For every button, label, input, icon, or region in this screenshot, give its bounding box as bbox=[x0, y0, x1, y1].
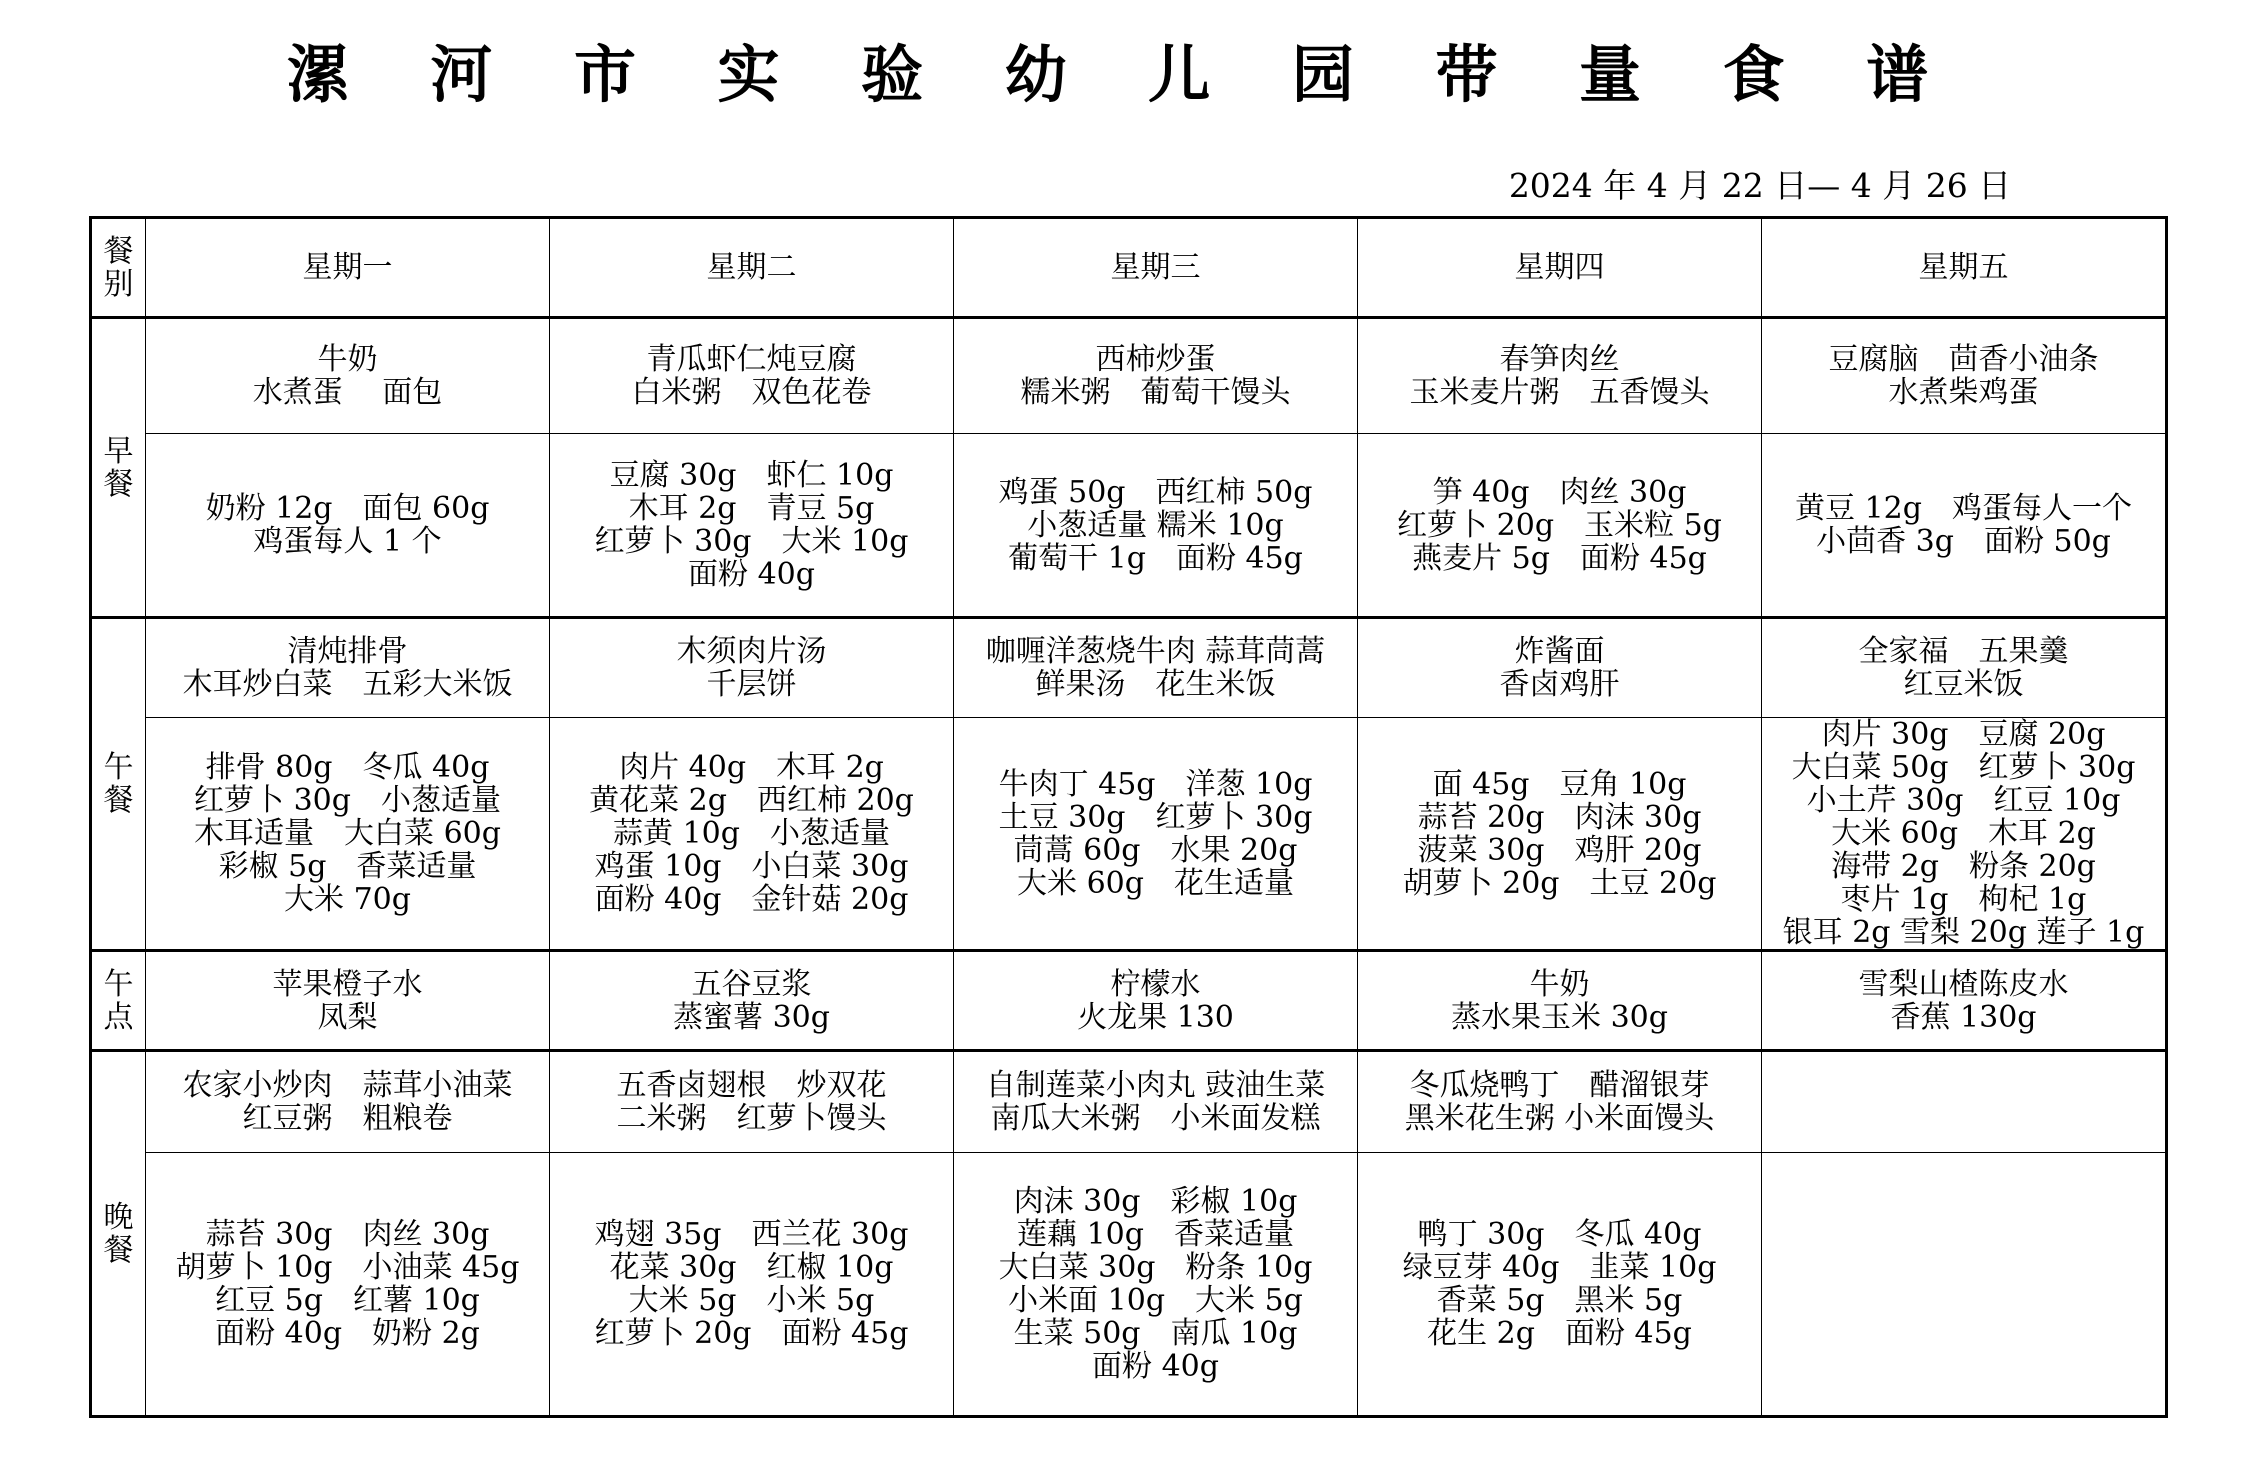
ingredient-line: 笋 40g 肉丝 30g bbox=[1432, 474, 1687, 510]
lunch-dishes-tuesday bbox=[550, 618, 954, 718]
ingredient-line: 面 45g 豆角 10g bbox=[1432, 766, 1687, 802]
dish-line: 千层饼 bbox=[706, 667, 797, 702]
ingredient-line: 排骨 80g 冬瓜 40g bbox=[205, 750, 490, 785]
ingredient-line: 黄豆 12g 鸡蛋每人一个 bbox=[1795, 491, 2132, 526]
dish-line: 五香卤翅根 炒双花 bbox=[616, 1068, 887, 1103]
ingredient-line: 鸡蛋 10g 小白菜 30g bbox=[594, 849, 909, 884]
ingredient-line: 黄花菜 2g 西红柿 20g bbox=[589, 783, 914, 818]
dish-line: 清炖排骨 bbox=[287, 634, 408, 669]
dish-line: 白米粥 双色花卷 bbox=[631, 375, 872, 410]
ingredient-line: 鸭丁 30g 冬瓜 40g bbox=[1417, 1217, 1702, 1252]
ingredient-line: 奶粉 12g 面包 60g bbox=[205, 491, 490, 526]
ingredient-line: 菠菜 30g 鸡肝 20g bbox=[1417, 832, 1702, 868]
ingredient-line: 花生 2g 面粉 45g bbox=[1427, 1316, 1692, 1351]
dish-line: 糯米粥 葡萄干馒头 bbox=[1020, 375, 1291, 410]
lunch-ingredients-wednesday bbox=[954, 718, 1358, 951]
ingredient-line: 银耳 2g 雪梨 20g 莲子 1g bbox=[1782, 915, 2145, 950]
header-row bbox=[91, 218, 2167, 318]
dish-line: 玉米麦片粥 五香馒头 bbox=[1409, 375, 1710, 410]
snack-snacks-wednesday bbox=[954, 951, 1358, 1051]
ingredient-line: 大米 60g 花生适量 bbox=[1017, 865, 1294, 901]
ingredient-line: 红萝卜 20g 面粉 45g bbox=[594, 1316, 909, 1351]
breakfast-dishes-friday bbox=[1762, 318, 2167, 434]
dish-line: 豆腐脑 茴香小油条 bbox=[1828, 342, 2099, 377]
ingredient-line: 面粉 40g 奶粉 2g bbox=[215, 1316, 480, 1351]
ingredient-line: 蒜苔 20g 肉沫 30g bbox=[1417, 799, 1702, 835]
dish-line: 凤梨 bbox=[317, 999, 378, 1035]
ingredient-line: 香菜 5g 黑米 5g bbox=[1436, 1283, 1683, 1318]
dinner-ingredients-tuesday bbox=[550, 1153, 954, 1417]
dish-line: 香蕉 130g bbox=[1890, 999, 2037, 1035]
dish-line: 咖喱洋葱烧牛肉 蒜茸茼蒿 bbox=[985, 634, 1326, 669]
breakfast-ingredients-monday bbox=[146, 434, 550, 618]
ingredient-line: 面粉 40g 金针菇 20g bbox=[594, 882, 909, 917]
dish-line: 柠檬水 bbox=[1110, 966, 1201, 1002]
lunch-label: 午 餐 bbox=[91, 618, 146, 951]
breakfast-ingredients-thursday bbox=[1358, 434, 1762, 618]
dish-line: 香卤鸡肝 bbox=[1499, 667, 1620, 702]
breakfast-ingredients-row bbox=[91, 434, 2167, 618]
breakfast-ingredients-tuesday bbox=[550, 434, 954, 618]
ingredient-line: 蒜苔 30g 肉丝 30g bbox=[205, 1217, 490, 1252]
ingredient-line: 鸡蛋每人 1 个 bbox=[253, 524, 442, 559]
dish-line: 木须肉片汤 bbox=[676, 634, 827, 669]
day-header-friday: 星期五 bbox=[1762, 218, 2167, 318]
day-header-wednesday: 星期三 bbox=[954, 218, 1358, 318]
dish-line: 春笋肉丝 bbox=[1499, 342, 1620, 377]
lunch-dishes-thursday bbox=[1358, 618, 1762, 718]
dinner-dishes-tuesday bbox=[550, 1051, 954, 1153]
dish-line: 黑米花生粥 小米面馒头 bbox=[1404, 1101, 1715, 1136]
ingredient-line: 胡萝卜 20g 土豆 20g bbox=[1402, 865, 1717, 901]
ingredient-line: 鸡翅 35g 西兰花 30g bbox=[594, 1217, 909, 1252]
dish-line: 牛奶 bbox=[317, 342, 378, 377]
ingredient-line: 彩椒 5g 香菜适量 bbox=[218, 849, 477, 884]
ingredient-line: 木耳 2g 青豆 5g bbox=[628, 491, 875, 526]
ingredient-line: 面粉 40g bbox=[688, 557, 815, 592]
dish-line: 牛奶 bbox=[1529, 966, 1590, 1002]
snack-snacks-monday bbox=[146, 951, 550, 1051]
dish-line: 蒸水果玉米 30g bbox=[1451, 999, 1668, 1035]
dish-line: 青瓜虾仁炖豆腐 bbox=[646, 342, 857, 377]
ingredient-line: 葡萄干 1g 面粉 45g bbox=[1008, 540, 1303, 576]
ingredient-line: 生菜 50g 南瓜 10g bbox=[1013, 1316, 1298, 1351]
dish-line: 雪梨山楂陈皮水 bbox=[1858, 966, 2069, 1002]
ingredient-line: 茼蒿 60g 水果 20g bbox=[1013, 832, 1298, 868]
breakfast-ingredients-wednesday bbox=[954, 434, 1358, 618]
snack-snacks-tuesday bbox=[550, 951, 954, 1051]
breakfast-dishes-wednesday bbox=[954, 318, 1358, 434]
ingredient-line: 红萝卜 30g 小葱适量 bbox=[194, 783, 501, 818]
lunch-ingredients-thursday bbox=[1358, 718, 1762, 951]
dish-line: 水煮蛋 面包 bbox=[252, 375, 443, 410]
menu-table bbox=[89, 216, 2168, 1418]
ingredient-line: 花菜 30g 红椒 10g bbox=[609, 1250, 894, 1285]
dish-line: 全家福 五果羹 bbox=[1858, 634, 2069, 669]
breakfast-label: 早 餐 bbox=[91, 318, 146, 618]
snack-snacks-friday bbox=[1762, 951, 2167, 1051]
snack-row bbox=[91, 951, 2167, 1051]
ingredient-line: 蒜黄 10g 小葱适量 bbox=[613, 816, 890, 851]
ingredient-line: 木耳适量 大白菜 60g bbox=[194, 816, 501, 851]
dinner-dishes-row bbox=[91, 1051, 2167, 1153]
lunch-ingredients-friday bbox=[1762, 718, 2167, 951]
ingredient-line: 枣片 1g 枸杞 1g bbox=[1840, 882, 2087, 917]
ingredient-line: 牛肉丁 45g 洋葱 10g bbox=[998, 766, 1313, 802]
page-title: 漯 河 市 实 验 幼 儿 园 带 量 食 谱 bbox=[286, 38, 1959, 111]
snack-label: 午 点 bbox=[91, 951, 146, 1051]
ingredient-line: 大白菜 50g 红萝卜 30g bbox=[1791, 750, 2136, 785]
ingredient-line: 莲藕 10g 香菜适量 bbox=[1017, 1217, 1294, 1252]
dish-line: 二米粥 红萝卜馒头 bbox=[616, 1101, 887, 1136]
meal-type-header: 餐 别 bbox=[91, 218, 146, 318]
dinner-dishes-wednesday bbox=[954, 1051, 1358, 1153]
ingredient-line: 面粉 40g bbox=[1092, 1349, 1219, 1384]
ingredient-line: 小土芹 30g 红豆 10g bbox=[1806, 783, 2121, 818]
dinner-ingredients-row bbox=[91, 1153, 2167, 1417]
dish-line: 火龙果 130 bbox=[1077, 999, 1234, 1035]
ingredient-line: 大米 60g 木耳 2g bbox=[1831, 816, 2096, 851]
dinner-ingredients-monday bbox=[146, 1153, 550, 1417]
dinner-dishes-friday bbox=[1762, 1051, 2167, 1153]
lunch-ingredients-row bbox=[91, 718, 2167, 951]
lunch-dishes-friday bbox=[1762, 618, 2167, 718]
ingredient-line: 土豆 30g 红萝卜 30g bbox=[998, 799, 1313, 835]
dish-line: 木耳炒白菜 五彩大米饭 bbox=[182, 667, 513, 702]
breakfast-dishes-monday bbox=[146, 318, 550, 434]
dinner-ingredients-friday bbox=[1762, 1153, 2167, 1417]
ingredient-line: 红萝卜 30g 大米 10g bbox=[594, 524, 909, 559]
ingredient-line: 红萝卜 20g 玉米粒 5g bbox=[1397, 507, 1722, 543]
dish-line: 水煮柴鸡蛋 bbox=[1888, 375, 2039, 410]
ingredient-line: 鸡蛋 50g 西红柿 50g bbox=[998, 474, 1313, 510]
ingredient-line: 肉沫 30g 彩椒 10g bbox=[1013, 1184, 1298, 1219]
ingredient-line: 燕麦片 5g 面粉 45g bbox=[1412, 540, 1707, 576]
breakfast-dishes-thursday bbox=[1358, 318, 1762, 434]
dish-line: 五谷豆浆 bbox=[691, 966, 812, 1002]
day-header-monday: 星期一 bbox=[146, 218, 550, 318]
dish-line: 南瓜大米粥 小米面发糕 bbox=[990, 1101, 1321, 1136]
dish-line: 冬瓜烧鸭丁 醋溜银芽 bbox=[1409, 1068, 1710, 1103]
ingredient-line: 胡萝卜 10g 小油菜 45g bbox=[175, 1250, 520, 1285]
lunch-dishes-row bbox=[91, 618, 2167, 718]
ingredient-line: 大米 70g bbox=[284, 882, 411, 917]
day-header-thursday: 星期四 bbox=[1358, 218, 1762, 318]
dish-line: 炸酱面 bbox=[1514, 634, 1605, 669]
dish-line: 农家小炒肉 蒜茸小油菜 bbox=[182, 1068, 513, 1103]
ingredient-line: 肉片 40g 木耳 2g bbox=[619, 750, 884, 785]
lunch-dishes-monday bbox=[146, 618, 550, 718]
date-range: 2024 年 4 月 22 日— 4 月 26 日 bbox=[1508, 166, 2012, 205]
snack-snacks-thursday bbox=[1358, 951, 1762, 1051]
lunch-ingredients-tuesday bbox=[550, 718, 954, 951]
ingredient-line: 红豆 5g 红薯 10g bbox=[215, 1283, 480, 1318]
ingredient-line: 海带 2g 粉条 20g bbox=[1831, 849, 2096, 884]
dinner-ingredients-wednesday bbox=[954, 1153, 1358, 1417]
ingredient-line: 肉片 30g 豆腐 20g bbox=[1821, 717, 2106, 752]
ingredient-line: 大白菜 30g 粉条 10g bbox=[998, 1250, 1313, 1285]
ingredient-line: 绿豆芽 40g 韭菜 10g bbox=[1402, 1250, 1717, 1285]
ingredient-line: 豆腐 30g 虾仁 10g bbox=[609, 458, 894, 493]
dish-line: 鲜果汤 花生米饭 bbox=[1035, 667, 1276, 702]
dish-line: 西柿炒蛋 bbox=[1095, 342, 1216, 377]
dinner-ingredients-thursday bbox=[1358, 1153, 1762, 1417]
breakfast-dishes-tuesday bbox=[550, 318, 954, 434]
ingredient-line: 小葱适量 糯米 10g bbox=[1027, 507, 1284, 543]
day-header-tuesday: 星期二 bbox=[550, 218, 954, 318]
dish-line: 苹果橙子水 bbox=[272, 966, 423, 1002]
dinner-dishes-monday bbox=[146, 1051, 550, 1153]
dish-line: 蒸蜜薯 30g bbox=[673, 999, 830, 1035]
ingredient-line: 小米面 10g 大米 5g bbox=[1008, 1283, 1303, 1318]
lunch-dishes-wednesday bbox=[954, 618, 1358, 718]
breakfast-dishes-row bbox=[91, 318, 2167, 434]
dinner-label: 晚 餐 bbox=[91, 1051, 146, 1417]
dinner-dishes-thursday bbox=[1358, 1051, 1762, 1153]
dish-line: 自制莲菜小肉丸 豉油生菜 bbox=[985, 1068, 1326, 1103]
ingredient-line: 小茴香 3g 面粉 50g bbox=[1816, 524, 2111, 559]
dish-line: 红豆粥 粗粮卷 bbox=[242, 1101, 453, 1136]
dish-line: 红豆米饭 bbox=[1903, 667, 2024, 702]
ingredient-line: 大米 5g 小米 5g bbox=[628, 1283, 875, 1318]
lunch-ingredients-monday bbox=[146, 718, 550, 951]
breakfast-ingredients-friday bbox=[1762, 434, 2167, 618]
